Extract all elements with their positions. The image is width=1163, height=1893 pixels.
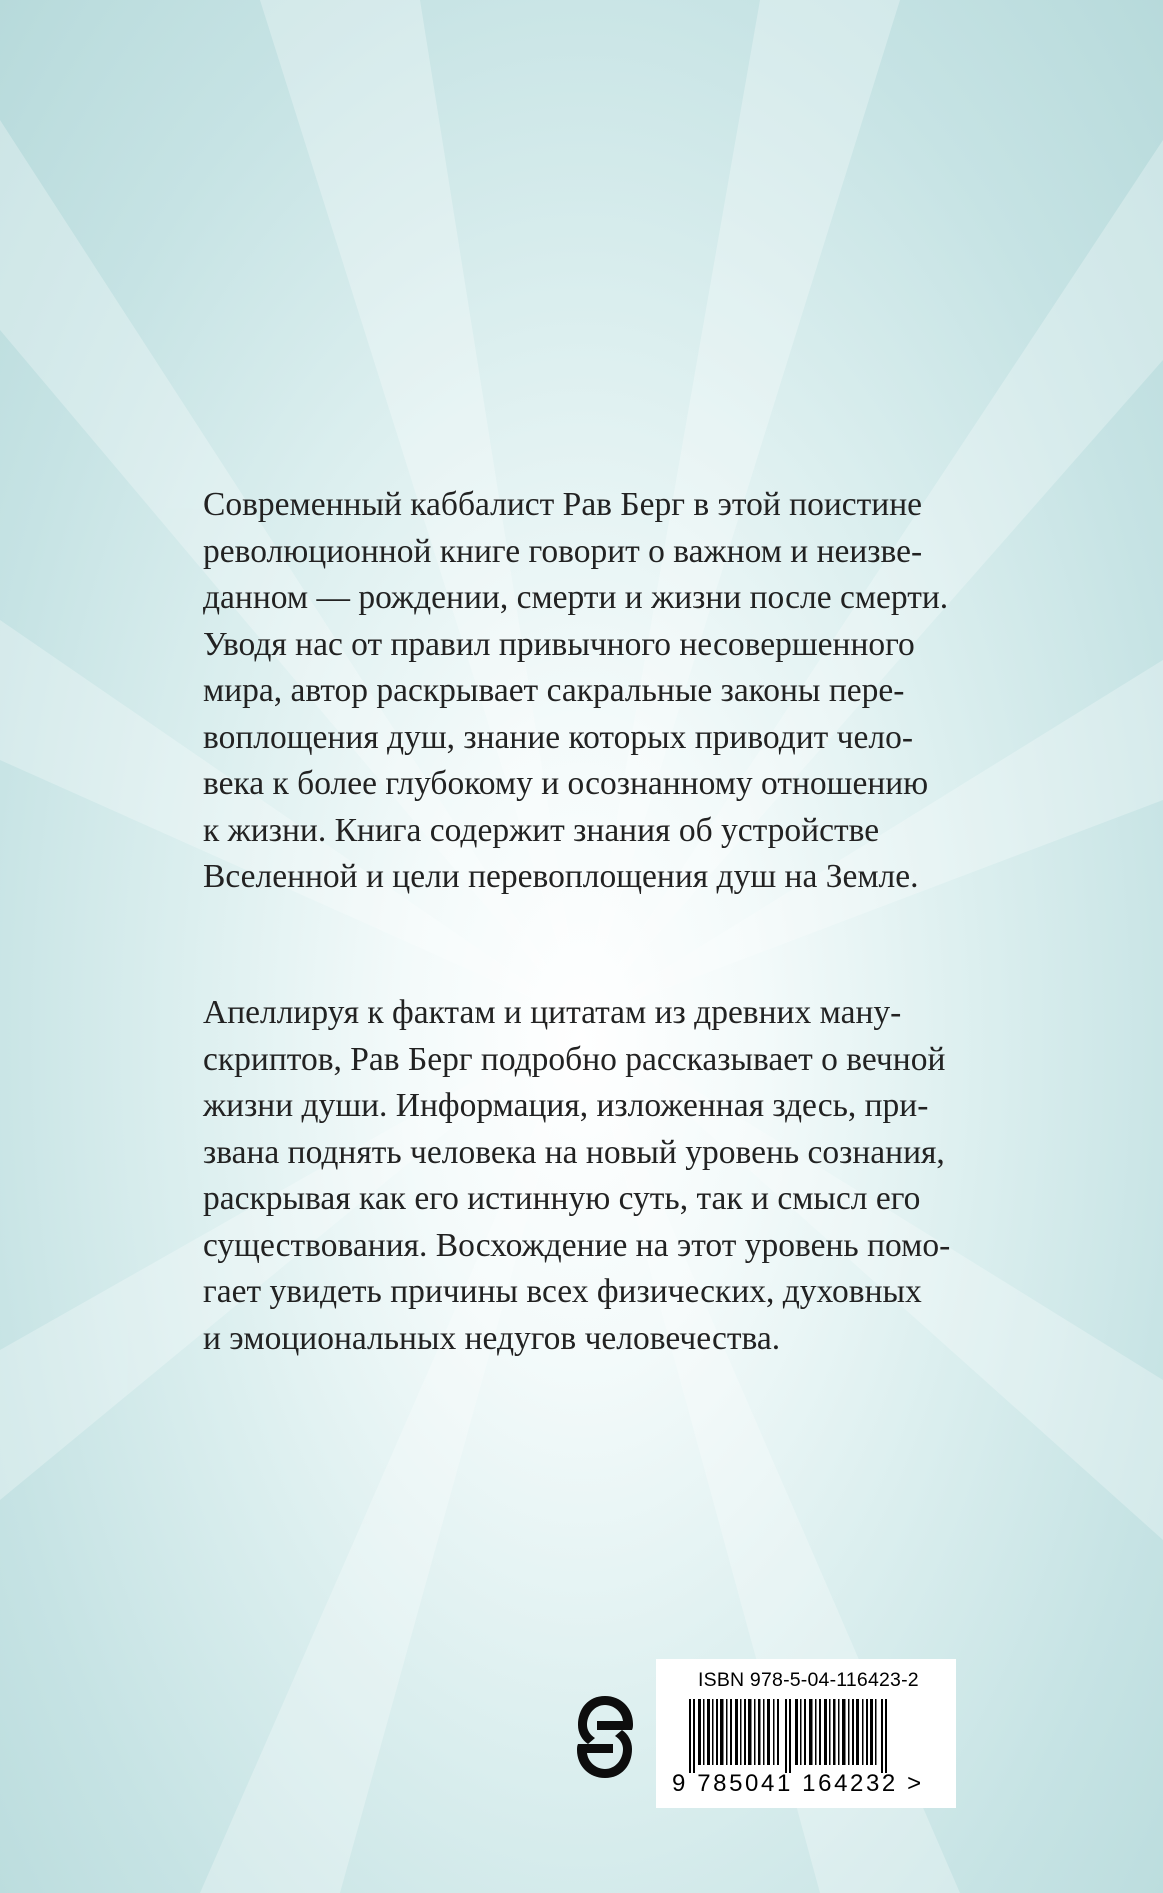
text-line: Уводя нас от правил привычного несовершенного — [203, 625, 915, 663]
description-paragraph-2 — [203, 990, 971, 1362]
text-line: Вселенной и цели перевоплощения душ на Земле. — [203, 858, 919, 895]
text-line: раскрывая как его истинную суть, так и смысл его — [203, 1180, 921, 1217]
text-line: к жизни. Книга содержит знания об устройстве — [203, 811, 880, 849]
text-line: Современный каббалист Рав Берг в этой поистине — [203, 486, 923, 523]
text-line: гает увидеть причины всех физических, духовных — [203, 1273, 922, 1310]
isbn-label: ISBN 978-5-04-116423-2 — [698, 1669, 919, 1691]
barcode-bars — [689, 1699, 889, 1773]
text-line: Апеллируя к фактам и цитатам из древних ману- — [203, 994, 902, 1031]
text-line: воплощения душ, знание которых приводит чело- — [203, 718, 914, 756]
text-line: существования. Восхождение на этот уровень помо- — [203, 1226, 951, 1264]
text-line: жизни души. Информация, изложенная здесь, при- — [203, 1087, 929, 1124]
barcode-digits: 9 785041 164232 > — [672, 1770, 924, 1797]
text-line: скриптов, Рав Берг подробно рассказывает о вечной — [203, 1040, 946, 1078]
text-line: звана поднять человека на новый уровень сознания, — [203, 1133, 945, 1171]
text-line: данном — рождении, смерти и жизни после смерти. — [203, 579, 949, 616]
text-line: века к более глубокому и осознанному отношению — [203, 765, 929, 802]
text-line: мира, автор раскрывает сакральные законы пере- — [203, 672, 905, 709]
text-line: революционной книге говорит о важном и неизве- — [203, 532, 923, 570]
eksmo-publisher-logo-icon — [575, 1693, 635, 1781]
text-line: и эмоциональных недугов человечества. — [203, 1319, 781, 1357]
isbn-barcode — [656, 1659, 956, 1808]
description-paragraph-1 — [203, 482, 971, 901]
